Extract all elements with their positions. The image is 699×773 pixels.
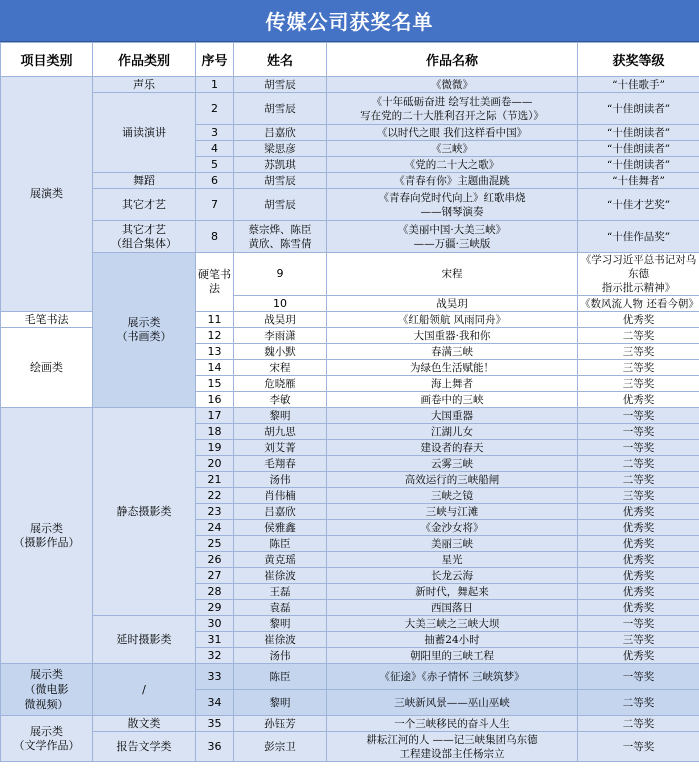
header-name: 姓名 (234, 43, 327, 77)
header-number: 序号 (196, 43, 234, 77)
work-cell: 一个三峡移民的奋斗人生 (327, 716, 578, 732)
name-cell: 战昊玥 (327, 296, 578, 312)
table-row (1, 732, 699, 762)
number-cell: 6 (196, 173, 234, 189)
number-cell: 4 (196, 141, 234, 157)
award-cell: 优秀奖 (578, 568, 699, 584)
award-table (0, 42, 699, 762)
name-cell: 胡雪辰 (234, 93, 327, 125)
name-cell: 危晓雁 (234, 376, 327, 392)
number-cell: 19 (196, 440, 234, 456)
award-cell: 优秀奖 (578, 552, 699, 568)
name-cell: 崔徐波 (234, 632, 327, 648)
award-cell: 一等奖 (578, 408, 699, 424)
name-cell: 宋程 (234, 360, 327, 376)
number-cell: 33 (196, 664, 234, 690)
number-cell: 30 (196, 616, 234, 632)
work-cell: 《学习习近平总书记对乌东德 指示批示精神》 (578, 253, 699, 296)
number-cell: 5 (196, 157, 234, 173)
work-cell: 抽蓄24小时 (327, 632, 578, 648)
work-category-cell: 散文类 (93, 716, 196, 732)
number-cell: 31 (196, 632, 234, 648)
number-cell: 13 (196, 344, 234, 360)
work-cell: 海上舞者 (327, 376, 578, 392)
name-cell: 黎明 (234, 690, 327, 716)
name-cell: 黎明 (234, 408, 327, 424)
name-cell: 胡雪辰 (234, 173, 327, 189)
award-cell: 优秀奖 (578, 600, 699, 616)
work-category-cell: 延时摄影类 (93, 616, 196, 664)
name-cell: 吕嘉欣 (234, 504, 327, 520)
award-cell: “十佳作品奖” (578, 221, 699, 253)
name-cell: 苏凯琪 (234, 157, 327, 173)
name-cell: 李敏 (234, 392, 327, 408)
award-cell: “十佳朗读者” (578, 125, 699, 141)
work-cell: 《美丽中国·大美三峡》 ——万疆·三峡版 (327, 221, 578, 253)
number-cell: 17 (196, 408, 234, 424)
work-cell: 三峡新风景——巫山巫峡 (327, 690, 578, 716)
work-cell: 长龙云海 (327, 568, 578, 584)
work-cell: 星光 (327, 552, 578, 568)
name-cell: 毛翔春 (234, 456, 327, 472)
award-cell: 三等奖 (578, 376, 699, 392)
number-cell: 1 (196, 77, 234, 93)
work-cell: 《红船领航 风雨同舟》 (327, 312, 578, 328)
header-work-title: 作品名称 (327, 43, 578, 77)
number-cell: 34 (196, 690, 234, 716)
number-cell: 26 (196, 552, 234, 568)
award-cell: 优秀奖 (578, 520, 699, 536)
work-category-cell: 硬笔书法 (196, 253, 234, 312)
number-cell: 11 (196, 312, 234, 328)
work-cell: 大美三峡之三峡大坝 (327, 616, 578, 632)
work-category-cell: 舞蹈 (93, 173, 196, 189)
work-cell: 江湖儿女 (327, 424, 578, 440)
number-cell: 23 (196, 504, 234, 520)
work-cell: 耕耘江河的人 ——记三峡集团乌东德 工程建设部主任杨宗立 (327, 732, 578, 762)
name-cell: 陈臣 (234, 664, 327, 690)
name-cell: 魏小默 (234, 344, 327, 360)
name-cell: 胡雪辰 (234, 77, 327, 93)
name-cell: 梁思彦 (234, 141, 327, 157)
work-cell: 云雾三峡 (327, 456, 578, 472)
table-row (1, 253, 699, 296)
number-cell: 14 (196, 360, 234, 376)
work-cell: 大国重器·我和你 (327, 328, 578, 344)
number-cell: 10 (234, 296, 327, 312)
award-cell: 一等奖 (578, 440, 699, 456)
work-category-cell: 声乐 (93, 77, 196, 93)
work-cell: 《党的二十大之歌》 (327, 157, 578, 173)
name-cell: 吕嘉欣 (234, 125, 327, 141)
table-row (1, 616, 699, 632)
table-row (1, 189, 699, 221)
name-cell: 战昊玥 (234, 312, 327, 328)
work-category-cell: 绘画类 (1, 328, 93, 408)
work-cell: 《青春向党时代向上》红歌串烧 ——钢琴演奏 (327, 189, 578, 221)
number-cell: 25 (196, 536, 234, 552)
work-cell: 朝阳里的三峡工程 (327, 648, 578, 664)
header-award-level: 获奖等级 (578, 43, 699, 77)
work-cell: 《青春有你》主题曲混跳 (327, 173, 578, 189)
work-cell: 三峡之镜 (327, 488, 578, 504)
number-cell: 21 (196, 472, 234, 488)
number-cell: 35 (196, 716, 234, 732)
name-cell: 李雨潇 (234, 328, 327, 344)
award-cell: 一等奖 (578, 664, 699, 690)
work-cell: 《金沙女将》 (327, 520, 578, 536)
work-cell: 西国落日 (327, 600, 578, 616)
number-cell: 36 (196, 732, 234, 762)
work-cell: 画卷中的三峡 (327, 392, 578, 408)
work-category-cell: 诵读演讲 (93, 93, 196, 173)
name-cell: 蔡宗烨、陈臣 黄欣、陈雪倩 (234, 221, 327, 253)
award-cell: 三等奖 (578, 488, 699, 504)
project-category-cell: 展示类 （摄影作品） (1, 408, 93, 664)
number-cell: 8 (196, 221, 234, 253)
number-cell: 22 (196, 488, 234, 504)
number-cell: 28 (196, 584, 234, 600)
name-cell: 黎明 (234, 616, 327, 632)
name-cell: 肖伟楠 (234, 488, 327, 504)
work-cell: 三峡与江滩 (327, 504, 578, 520)
header-work-category: 作品类别 (93, 43, 196, 77)
award-cell: 优秀奖 (578, 584, 699, 600)
work-cell: 建设者的春天 (327, 440, 578, 456)
work-cell: 高效运行的三峡船闸 (327, 472, 578, 488)
work-cell: 《征途》《赤子情怀 三峡筑梦》 (327, 664, 578, 690)
table-row (1, 221, 699, 253)
award-cell: 一等奖 (578, 424, 699, 440)
page-title: 传媒公司获奖名单 (0, 0, 699, 42)
table-row (1, 716, 699, 732)
award-cell: “十佳朗读者” (578, 157, 699, 173)
project-category-cell: 展示类 （书画类） (93, 253, 196, 408)
award-cell: 优秀奖 (578, 312, 699, 328)
name-cell: 孙钰芳 (234, 716, 327, 732)
award-cell: 二等奖 (578, 716, 699, 732)
number-cell: 32 (196, 648, 234, 664)
header-row (1, 43, 699, 77)
award-cell: 二等奖 (578, 690, 699, 716)
award-cell: 三等奖 (578, 344, 699, 360)
table-row (1, 664, 699, 690)
name-cell: 王磊 (234, 584, 327, 600)
name-cell: 陈臣 (234, 536, 327, 552)
number-cell: 18 (196, 424, 234, 440)
project-category-cell: 展示类 （微电影 微视频） (1, 664, 93, 716)
award-cell: 优秀奖 (578, 504, 699, 520)
number-cell: 27 (196, 568, 234, 584)
work-cell: 新时代，舞起来 (327, 584, 578, 600)
work-cell: 《数风流人物 还看今朝》 (578, 296, 699, 312)
table-row (1, 173, 699, 189)
work-cell: 《三峡》 (327, 141, 578, 157)
table-row (1, 408, 699, 424)
award-cell: 一等奖 (578, 732, 699, 762)
name-cell: 胡雪辰 (234, 189, 327, 221)
table-row (1, 93, 699, 125)
name-cell: 汤伟 (234, 648, 327, 664)
work-category-cell: / (93, 664, 196, 716)
name-cell: 侯雅鑫 (234, 520, 327, 536)
work-cell: 《以时代之眼 我们这样看中国》 (327, 125, 578, 141)
number-cell: 15 (196, 376, 234, 392)
award-cell: “十佳朗读者” (578, 141, 699, 157)
award-cell: 优秀奖 (578, 648, 699, 664)
name-cell: 崔徐波 (234, 568, 327, 584)
award-cell: “十佳歌手” (578, 77, 699, 93)
award-cell: 三等奖 (578, 632, 699, 648)
project-category-cell: 展演类 (1, 77, 93, 312)
header-project-category: 项目类别 (1, 43, 93, 77)
work-category-cell: 静态摄影类 (93, 408, 196, 616)
name-cell: 袁磊 (234, 600, 327, 616)
number-cell: 20 (196, 456, 234, 472)
table-row (1, 77, 699, 93)
name-cell: 彭宗卫 (234, 732, 327, 762)
number-cell: 24 (196, 520, 234, 536)
award-cell: 二等奖 (578, 456, 699, 472)
number-cell: 16 (196, 392, 234, 408)
number-cell: 12 (196, 328, 234, 344)
award-cell: 三等奖 (578, 360, 699, 376)
work-cell: 美丽三峡 (327, 536, 578, 552)
work-cell: 大国重器 (327, 408, 578, 424)
award-cell: 优秀奖 (578, 392, 699, 408)
award-cell: “十佳舞者” (578, 173, 699, 189)
number-cell: 2 (196, 93, 234, 125)
project-category-cell: 展示类 （文学作品） (1, 716, 93, 762)
award-cell: “十佳才艺奖” (578, 189, 699, 221)
name-cell: 汤伟 (234, 472, 327, 488)
work-category-cell: 报告文学类 (93, 732, 196, 762)
work-category-cell: 其它才艺 (93, 189, 196, 221)
name-cell: 胡九思 (234, 424, 327, 440)
number-cell: 9 (234, 253, 327, 296)
award-cell: 一等奖 (578, 616, 699, 632)
name-cell: 黄克瑶 (234, 552, 327, 568)
number-cell: 7 (196, 189, 234, 221)
number-cell: 29 (196, 600, 234, 616)
work-cell: 《微微》 (327, 77, 578, 93)
work-cell: 为绿色生活赋能！ (327, 360, 578, 376)
number-cell: 3 (196, 125, 234, 141)
award-cell: 二等奖 (578, 472, 699, 488)
work-cell: 春满三峡 (327, 344, 578, 360)
award-cell: 优秀奖 (578, 536, 699, 552)
name-cell: 刘艾菁 (234, 440, 327, 456)
name-cell: 宋程 (327, 253, 578, 296)
work-category-cell: 毛笔书法 (1, 312, 93, 328)
work-category-cell: 其它才艺 （组合集体） (93, 221, 196, 253)
award-cell: 二等奖 (578, 328, 699, 344)
work-cell: 《十年砥砺奋进 绘写壮美画卷—— 写在党的二十大胜利召开之际（节选）》 (327, 93, 578, 125)
award-cell: “十佳朗读者” (578, 93, 699, 125)
